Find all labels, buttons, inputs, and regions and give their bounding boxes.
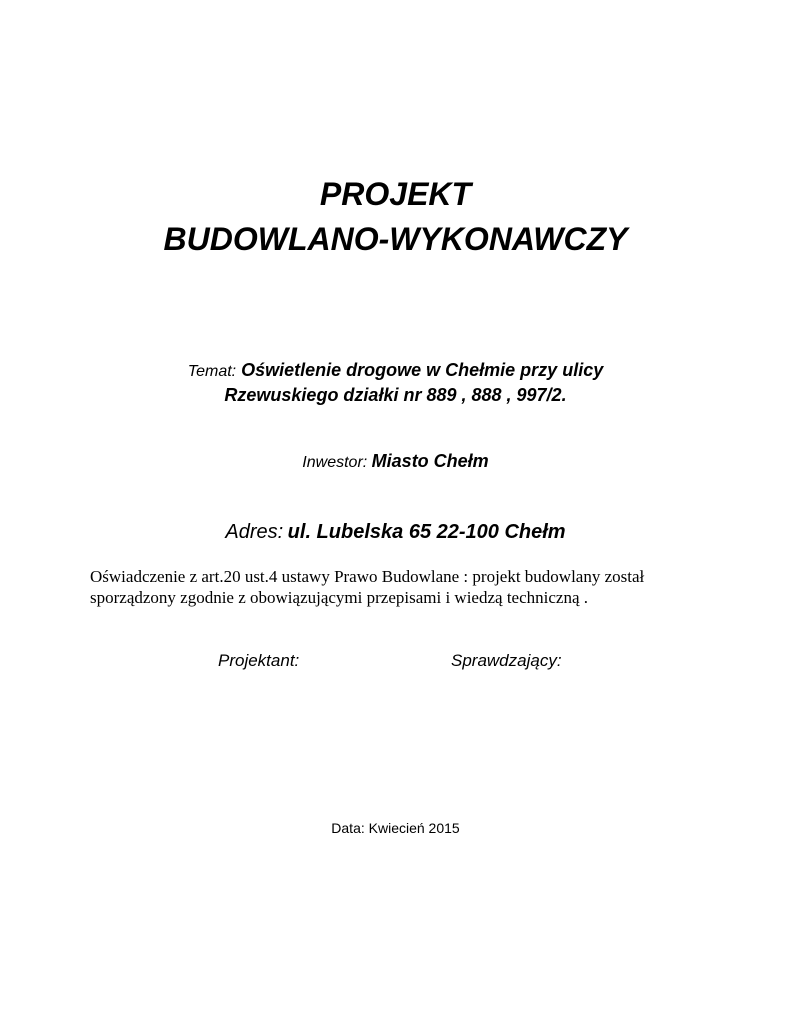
investor-label: Inwestor: (302, 454, 368, 471)
legal-statement-line2: sporządzony zgodnie z obowiązującymi przepisami i wiedzą techniczną . (90, 588, 588, 607)
address-row (0, 519, 791, 547)
document-date (0, 819, 791, 837)
investor-row (0, 449, 791, 475)
date-value: Kwiecień 2015 (368, 820, 460, 836)
checker-signature-label: Sprawdzający: (451, 651, 562, 670)
designer-signature-label: Projektant: (218, 651, 300, 670)
investor-value: Miasto Chełm (371, 451, 489, 471)
legal-statement (90, 566, 730, 608)
document-title-line2: BUDOWLANO-WYKONAWCZY (163, 221, 628, 257)
topic-value-line2: Rzewuskiego działki nr 889 , 888 , 997/2. (224, 385, 567, 405)
topic-value-line1: Oświetlenie drogowe w Chełmie przy ulicy (241, 360, 604, 380)
document-title-line1: PROJEKT (319, 176, 472, 212)
topic-line1 (0, 358, 791, 384)
address-label: Adres: (225, 521, 284, 543)
topic-label: Temat: (187, 363, 237, 380)
date-label: Data: (331, 820, 365, 836)
address-value: ul. Lubelska 65 22-100 Chełm (287, 521, 566, 543)
legal-statement-line1: Oświadczenie z art.20 ust.4 ustawy Prawo Budowlane : projekt budowlany został (90, 567, 645, 586)
